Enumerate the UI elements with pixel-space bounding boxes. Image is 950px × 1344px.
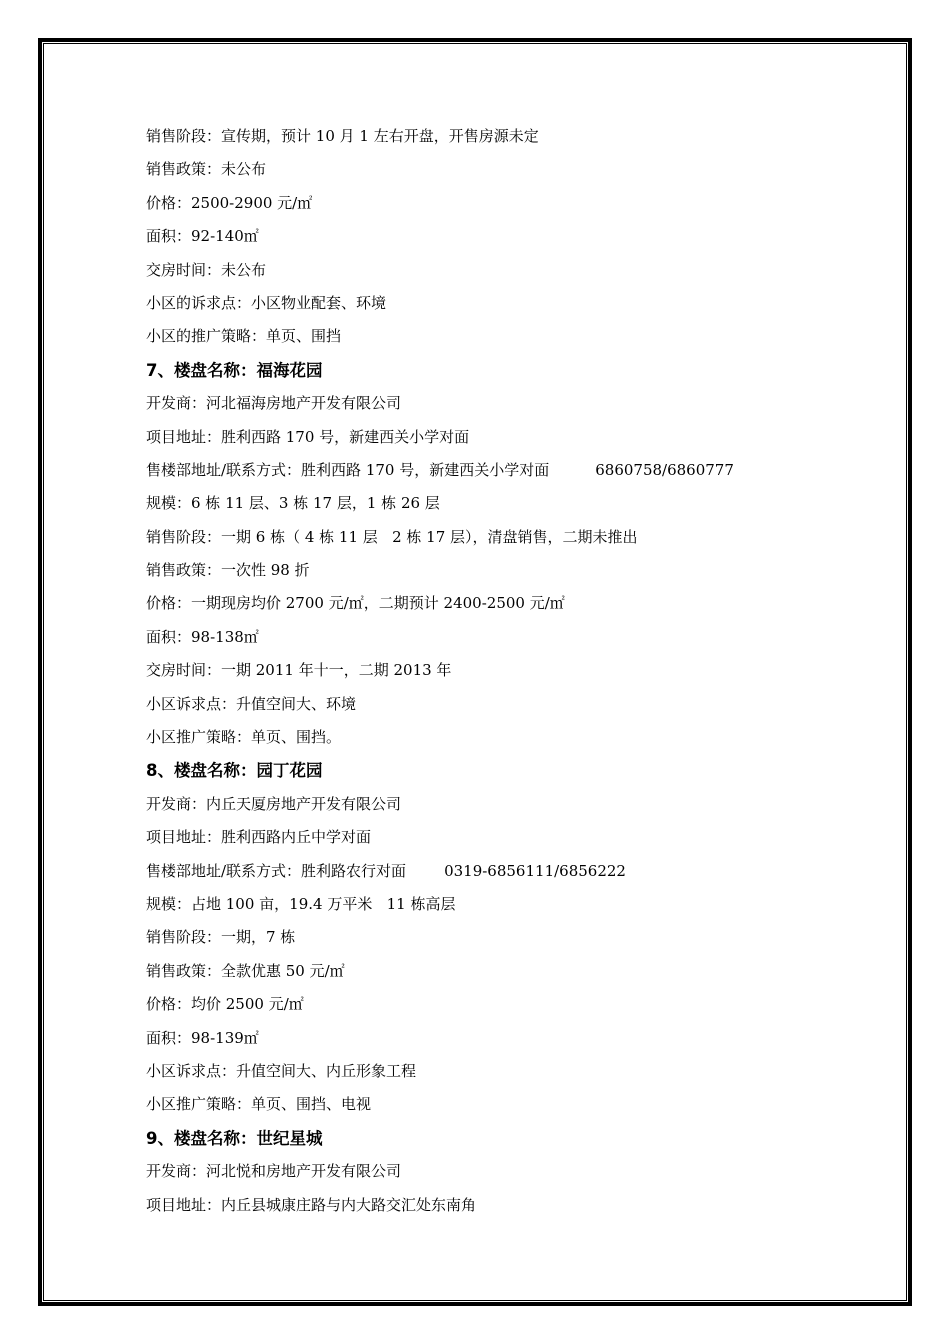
p8-heading: 8、楼盘名称：园丁花园	[146, 761, 323, 781]
p7-sales-policy: 销售政策：一次性 98 折	[146, 561, 310, 580]
p6-appeal: 小区的诉求点：小区物业配套、环境	[146, 293, 387, 312]
p7-sales-office: 售楼部地址/联系方式：胜利西路 170 号，新建西关小学对面	[146, 460, 550, 479]
p7-area: 面积：98-138㎡	[146, 627, 259, 646]
p7-phone: 6860758/6860777	[595, 460, 734, 479]
p8-sales-office: 售楼部地址/联系方式：胜利路农行对面	[146, 861, 407, 880]
document-body	[146, 120, 846, 1222]
p6-area: 面积：92-140㎡	[146, 227, 259, 246]
p8-area: 面积：98-139㎡	[146, 1028, 259, 1047]
p8-sales-office-line	[146, 855, 846, 888]
p9-developer: 开发商：河北悦和房地产开发有限公司	[146, 1162, 402, 1181]
p8-developer: 开发商：内丘天厦房地产开发有限公司	[146, 794, 402, 813]
p6-sales-stage: 销售阶段：宣传期，预计 10 月 1 左右开盘，开售房源未定	[146, 127, 539, 145]
p6-delivery: 交房时间：未公布	[146, 260, 267, 279]
p8-phone: 0319-6856111/6856222	[444, 861, 626, 880]
p7-delivery: 交房时间：一期 2011 年十一，二期 2013 年	[146, 661, 452, 680]
p8-sales-policy: 销售政策：全款优惠 50 元/㎡	[146, 961, 345, 980]
p8-scale: 规模：占地 100 亩，19.4 万平米 11 栋高层	[146, 894, 456, 913]
p7-price: 价格：一期现房均价 2700 元/㎡，二期预计 2400-2500 元/㎡	[146, 594, 565, 613]
p7-developer: 开发商：河北福海房地产开发有限公司	[146, 394, 402, 413]
p9-heading: 9、楼盘名称：世纪星城	[146, 1128, 323, 1148]
p8-sales-stage: 销售阶段：一期，7 栋	[146, 928, 296, 947]
p7-heading: 7、楼盘名称：福海花园	[146, 360, 323, 380]
p7-sales-office-line	[146, 454, 846, 487]
p7-scale: 规模：6 栋 11 层、3 栋 17 层，1 栋 26 层	[146, 494, 440, 513]
p7-address: 项目地址：胜利西路 170 号，新建西关小学对面	[146, 427, 470, 446]
p8-promotion: 小区推广策略：单页、围挡、电视	[146, 1095, 372, 1114]
p6-price: 价格：2500-2900 元/㎡	[146, 193, 313, 212]
p8-price: 价格：均价 2500 元/㎡	[146, 995, 304, 1014]
p6-sales-policy: 销售政策：未公布	[146, 160, 267, 179]
p7-sales-stage: 销售阶段：一期 6 栋（ 4 栋 11 层 2 栋 17 层），清盘销售，二期未推出	[146, 527, 638, 546]
p6-promotion: 小区的推广策略：单页、围挡	[146, 327, 342, 346]
p7-appeal: 小区诉求点：升值空间大、环境	[146, 694, 357, 713]
p8-address: 项目地址：胜利西路内丘中学对面	[146, 828, 372, 847]
p9-address: 项目地址：内丘县城康庄路与内大路交汇处东南角	[146, 1195, 477, 1214]
p8-appeal: 小区诉求点：升值空间大、内丘形象工程	[146, 1061, 417, 1080]
p7-promotion: 小区推广策略：单页、围挡。	[146, 728, 342, 747]
